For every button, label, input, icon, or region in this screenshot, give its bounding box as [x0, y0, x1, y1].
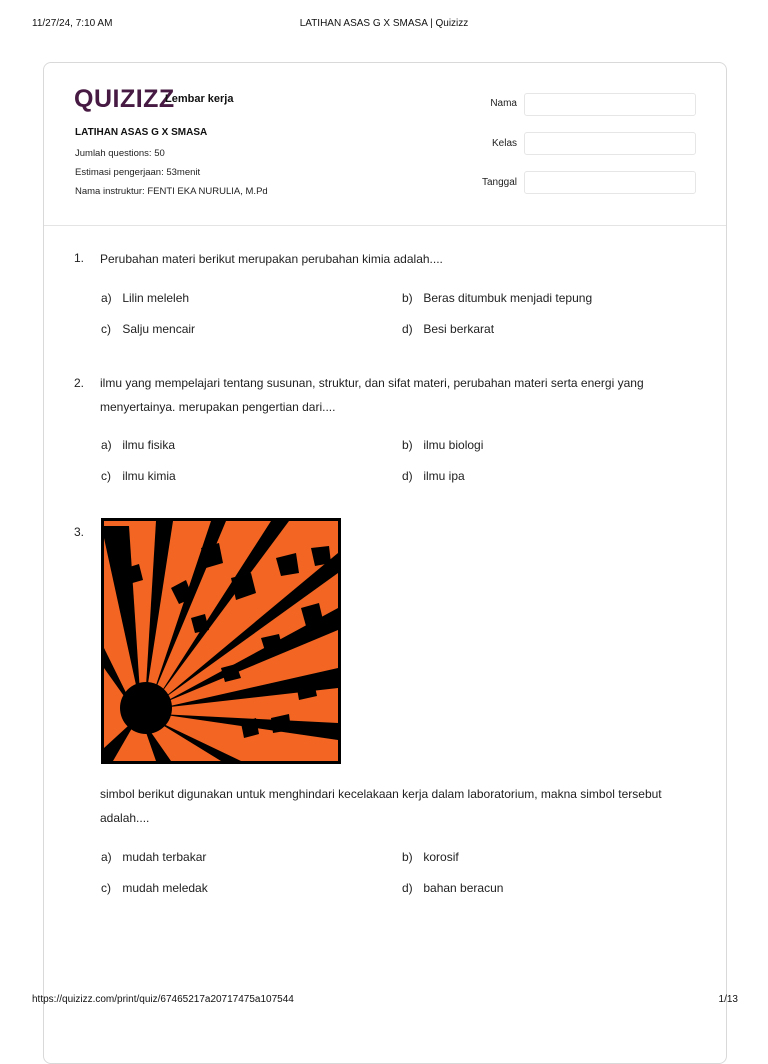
option-b[interactable] [402, 438, 483, 452]
option-letter: c) [101, 322, 111, 336]
time-estimate: Estimasi pengerjaan: 53menit [75, 167, 201, 178]
question-text: simbol berikut digunakan untuk menghindari kecelakaan kerja dalam laboratorium, makna simbol tersebut adalah.... [100, 787, 662, 825]
option-text: Beras ditumbuk menjadi tepung [423, 291, 593, 305]
option-text: mudah meledak [122, 881, 208, 895]
option-d[interactable] [402, 322, 494, 336]
print-url: https://quizizz.com/print/quiz/67465217a20717475a107544 [32, 994, 294, 1005]
date-field[interactable] [524, 171, 696, 194]
questions-count: Jumlah questions: 50 [75, 148, 165, 159]
option-text: korosif [423, 850, 459, 864]
option-letter: b) [402, 291, 413, 305]
option-b[interactable] [402, 850, 459, 864]
option-text: ilmu fisika [122, 438, 176, 452]
option-letter: d) [402, 322, 413, 336]
option-a[interactable] [101, 438, 175, 452]
option-a[interactable] [101, 291, 189, 305]
worksheet-header [44, 63, 726, 226]
option-text: Salju mencair [122, 322, 196, 336]
option-d[interactable] [402, 881, 503, 895]
option-c[interactable] [101, 881, 208, 895]
option-text: ilmu biologi [423, 438, 484, 452]
quiz-title: LATIHAN ASAS G X SMASA [75, 127, 208, 138]
option-letter: b) [402, 850, 413, 864]
option-text: mudah terbakar [122, 850, 207, 864]
class-label: Kelas [491, 138, 517, 149]
name-label: Nama [490, 98, 517, 109]
option-text: ilmu kimia [122, 469, 176, 483]
option-letter: d) [402, 881, 413, 895]
option-c[interactable] [101, 322, 195, 336]
class-field[interactable] [524, 132, 696, 155]
explosive-hazard-icon [101, 518, 341, 764]
question-number: 1. [74, 251, 85, 265]
option-letter: c) [101, 469, 111, 483]
option-text: ilmu ipa [423, 469, 465, 483]
option-letter: a) [101, 291, 112, 305]
option-text: Besi berkarat [423, 322, 495, 336]
option-b[interactable] [402, 291, 592, 305]
option-text: Lilin meleleh [122, 291, 190, 305]
name-field[interactable] [524, 93, 696, 116]
option-d[interactable] [402, 469, 465, 483]
page-number: 1/13 [718, 994, 738, 1005]
option-a[interactable] [101, 850, 206, 864]
option-text: bahan beracun [423, 881, 504, 895]
worksheet-card [43, 62, 727, 1064]
question-text: ilmu yang mempelajari tentang susunan, struktur, dan sifat materi, perubahan materi serta energi yang menyertainya. merupakan pengertian dari.... [100, 376, 644, 414]
date-label: Tanggal [481, 177, 517, 188]
worksheet-label: Lembar kerja [165, 93, 234, 105]
option-letter: b) [402, 438, 413, 452]
option-letter: d) [402, 469, 413, 483]
instructor-name: Nama instruktur: FENTI EKA NURULIA, M.Pd [75, 186, 268, 197]
option-c[interactable] [101, 469, 176, 483]
question-number: 3. [74, 525, 85, 539]
question-number: 2. [74, 376, 85, 390]
question-text: Perubahan materi berikut merupakan perubahan kimia adalah.... [100, 252, 443, 266]
print-title: LATIHAN ASAS G X SMASA | Quizizz [299, 18, 469, 29]
print-datetime: 11/27/24, 7:10 AM [32, 18, 113, 29]
option-letter: c) [101, 881, 111, 895]
option-letter: a) [101, 438, 112, 452]
quizizz-logo: QUIZIZZ [74, 85, 175, 113]
option-letter: a) [101, 850, 112, 864]
